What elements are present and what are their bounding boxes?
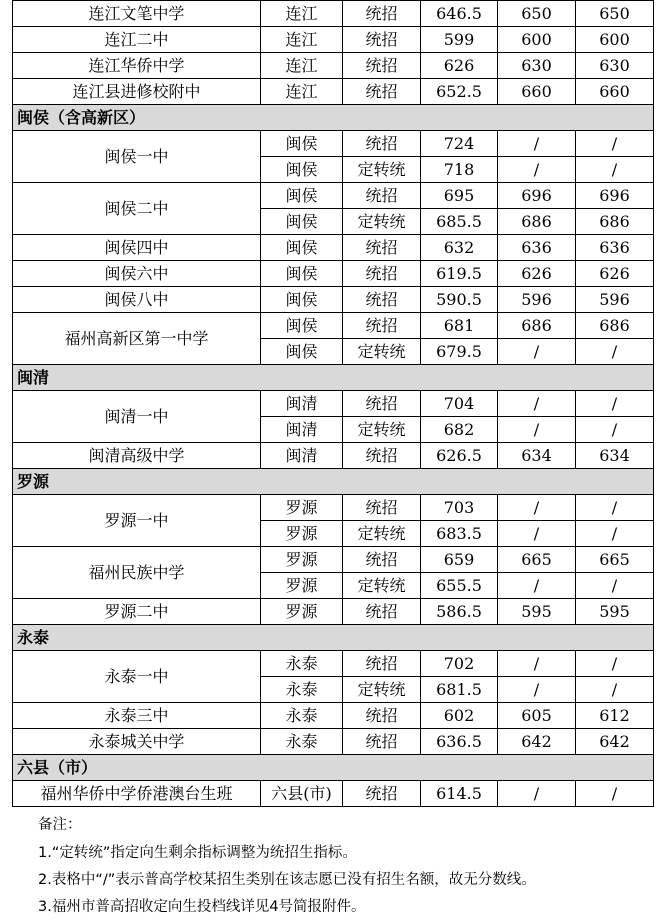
school-name: 永泰城关中学 <box>13 729 261 755</box>
score: 596 <box>576 287 654 313</box>
score: 659 <box>421 547 498 573</box>
score: / <box>576 339 654 365</box>
school-name: 永泰三中 <box>13 703 261 729</box>
score: / <box>576 391 654 417</box>
score: 682 <box>421 417 498 443</box>
score: / <box>498 157 576 183</box>
table-row <box>13 703 654 729</box>
district: 连江 <box>261 1 343 27</box>
district: 闽侯 <box>261 261 343 287</box>
school-name: 连江二中 <box>13 27 261 53</box>
score: / <box>498 339 576 365</box>
score: 590.5 <box>421 287 498 313</box>
score: 605 <box>498 703 576 729</box>
district: 闽侯 <box>261 157 343 183</box>
score: 724 <box>421 131 498 157</box>
school-name: 闽侯六中 <box>13 261 261 287</box>
enroll-type: 定转统 <box>343 339 421 365</box>
enroll-type: 统招 <box>343 27 421 53</box>
school-name: 连江华侨中学 <box>13 53 261 79</box>
district: 闽侯 <box>261 313 343 339</box>
table-row <box>13 183 654 209</box>
district: 闽清 <box>261 443 343 469</box>
section-header-row <box>13 625 654 651</box>
score: / <box>576 521 654 547</box>
score: / <box>498 417 576 443</box>
enroll-type: 统招 <box>343 651 421 677</box>
score: 636 <box>498 235 576 261</box>
score: / <box>576 495 654 521</box>
district: 永泰 <box>261 729 343 755</box>
enroll-type: 统招 <box>343 729 421 755</box>
score: / <box>498 521 576 547</box>
table-row <box>13 261 654 287</box>
enroll-type: 统招 <box>343 235 421 261</box>
enroll-type: 统招 <box>343 183 421 209</box>
score: 650 <box>576 1 654 27</box>
district: 六县(市) <box>261 781 343 807</box>
table-row <box>13 53 654 79</box>
note-item: 1.“定转统”指定向生剩余指标调整为统招生指标。 <box>38 845 357 861</box>
score: / <box>498 495 576 521</box>
enroll-type: 定转统 <box>343 521 421 547</box>
table-row <box>13 79 654 105</box>
score: 634 <box>576 443 654 469</box>
score: / <box>498 651 576 677</box>
score: 685.5 <box>421 209 498 235</box>
district: 闽清 <box>261 391 343 417</box>
score: 702 <box>421 651 498 677</box>
note-item: 2.表格中“/”表示普高学校某招生类别在该志愿已没有招生名额，故无分数线。 <box>38 872 536 888</box>
table-row <box>13 547 654 573</box>
enroll-type: 统招 <box>343 79 421 105</box>
score: 681.5 <box>421 677 498 703</box>
score: / <box>576 573 654 599</box>
score: 632 <box>421 235 498 261</box>
district: 罗源 <box>261 521 343 547</box>
school-name: 闽侯四中 <box>13 235 261 261</box>
score: 595 <box>498 599 576 625</box>
section-heading-luoyuan: 罗源 <box>13 469 654 495</box>
score: 619.5 <box>421 261 498 287</box>
enroll-type: 统招 <box>343 547 421 573</box>
table-row <box>13 781 654 807</box>
school-name: 闽清高级中学 <box>13 443 261 469</box>
score: 614.5 <box>421 781 498 807</box>
district: 罗源 <box>261 573 343 599</box>
score: 683.5 <box>421 521 498 547</box>
enroll-type: 统招 <box>343 53 421 79</box>
score: 600 <box>498 27 576 53</box>
enroll-type: 统招 <box>343 703 421 729</box>
table-row <box>13 131 654 157</box>
school-name: 闽侯二中 <box>13 183 261 235</box>
enroll-type: 统招 <box>343 131 421 157</box>
score: / <box>576 651 654 677</box>
school-name: 罗源一中 <box>13 495 261 547</box>
score: / <box>576 417 654 443</box>
score: 626 <box>498 261 576 287</box>
section-header-row <box>13 105 654 131</box>
table-row <box>13 27 654 53</box>
school-name: 永泰一中 <box>13 651 261 703</box>
district: 闽侯 <box>261 209 343 235</box>
table-row <box>13 495 654 521</box>
score: 660 <box>498 79 576 105</box>
score: 695 <box>421 183 498 209</box>
score: 612 <box>576 703 654 729</box>
score: / <box>498 573 576 599</box>
district: 闽侯 <box>261 235 343 261</box>
enroll-type: 统招 <box>343 781 421 807</box>
score: 596 <box>498 287 576 313</box>
district: 闽侯 <box>261 183 343 209</box>
section-header-row <box>13 365 654 391</box>
section-heading-minqing: 闽清 <box>13 365 654 391</box>
score: 626.5 <box>421 443 498 469</box>
table-row <box>13 1 654 27</box>
enroll-type: 统招 <box>343 599 421 625</box>
score: 599 <box>421 27 498 53</box>
district: 永泰 <box>261 677 343 703</box>
school-name: 闽侯八中 <box>13 287 261 313</box>
district: 永泰 <box>261 703 343 729</box>
district: 闽侯 <box>261 287 343 313</box>
score: / <box>498 391 576 417</box>
score: / <box>576 781 654 807</box>
score: 679.5 <box>421 339 498 365</box>
score: 703 <box>421 495 498 521</box>
score: / <box>498 781 576 807</box>
table-row <box>13 235 654 261</box>
enroll-type: 统招 <box>343 287 421 313</box>
enroll-type: 统招 <box>343 495 421 521</box>
school-name: 福州华侨中学侨港澳台生班 <box>13 781 261 807</box>
table-row <box>13 651 654 677</box>
enroll-type: 统招 <box>343 313 421 339</box>
district: 罗源 <box>261 495 343 521</box>
enroll-type: 统招 <box>343 1 421 27</box>
score: / <box>576 157 654 183</box>
score: 652.5 <box>421 79 498 105</box>
section-header-row <box>13 755 654 781</box>
enroll-type: 定转统 <box>343 417 421 443</box>
score: 655.5 <box>421 573 498 599</box>
score: 686 <box>498 313 576 339</box>
score: / <box>576 131 654 157</box>
table-row <box>13 599 654 625</box>
notes-title: 备注： <box>38 817 82 833</box>
enroll-type: 统招 <box>343 391 421 417</box>
enroll-type: 定转统 <box>343 157 421 183</box>
enroll-type: 统招 <box>343 443 421 469</box>
district: 连江 <box>261 79 343 105</box>
school-name: 闽清一中 <box>13 391 261 443</box>
score: 646.5 <box>421 1 498 27</box>
enroll-type: 定转统 <box>343 209 421 235</box>
school-name: 福州民族中学 <box>13 547 261 599</box>
score: 634 <box>498 443 576 469</box>
district: 闽侯 <box>261 339 343 365</box>
score: 602 <box>421 703 498 729</box>
district: 闽清 <box>261 417 343 443</box>
score: 686 <box>576 313 654 339</box>
score: 630 <box>498 53 576 79</box>
score: 626 <box>421 53 498 79</box>
score: / <box>576 677 654 703</box>
enroll-type: 定转统 <box>343 677 421 703</box>
score: 630 <box>576 53 654 79</box>
school-name: 闽侯一中 <box>13 131 261 183</box>
district: 永泰 <box>261 651 343 677</box>
score: 681 <box>421 313 498 339</box>
score: 660 <box>576 79 654 105</box>
score: 665 <box>576 547 654 573</box>
admission-score-table <box>12 0 654 807</box>
score: / <box>498 677 576 703</box>
score: 636 <box>576 235 654 261</box>
score: 626 <box>576 261 654 287</box>
school-name: 福州高新区第一中学 <box>13 313 261 365</box>
section-heading-liuxian: 六县（市） <box>13 755 654 781</box>
score: 595 <box>576 599 654 625</box>
score: 650 <box>498 1 576 27</box>
score: 665 <box>498 547 576 573</box>
score: / <box>498 131 576 157</box>
table-row <box>13 391 654 417</box>
notes-section <box>38 813 536 921</box>
score: 642 <box>576 729 654 755</box>
district: 罗源 <box>261 547 343 573</box>
score: 686 <box>576 209 654 235</box>
school-name: 连江文笔中学 <box>13 1 261 27</box>
table-row <box>13 729 654 755</box>
section-heading-minhou: 闽侯（含高新区） <box>13 105 654 131</box>
score: 718 <box>421 157 498 183</box>
score: 704 <box>421 391 498 417</box>
district: 罗源 <box>261 599 343 625</box>
district: 闽侯 <box>261 131 343 157</box>
enroll-type: 统招 <box>343 261 421 287</box>
district: 连江 <box>261 27 343 53</box>
score: 696 <box>498 183 576 209</box>
table-row <box>13 443 654 469</box>
table-row <box>13 313 654 339</box>
note-item: 3.福州市普高招收定向生投档线详见4号简报附件。 <box>38 899 366 915</box>
school-name: 连江县进修校附中 <box>13 79 261 105</box>
score: 600 <box>576 27 654 53</box>
score: 696 <box>576 183 654 209</box>
school-name: 罗源二中 <box>13 599 261 625</box>
score: 642 <box>498 729 576 755</box>
district: 连江 <box>261 53 343 79</box>
score: 686 <box>498 209 576 235</box>
enroll-type: 定转统 <box>343 573 421 599</box>
score: 586.5 <box>421 599 498 625</box>
section-header-row <box>13 469 654 495</box>
score: 636.5 <box>421 729 498 755</box>
table-row <box>13 287 654 313</box>
section-heading-yongtai: 永泰 <box>13 625 654 651</box>
